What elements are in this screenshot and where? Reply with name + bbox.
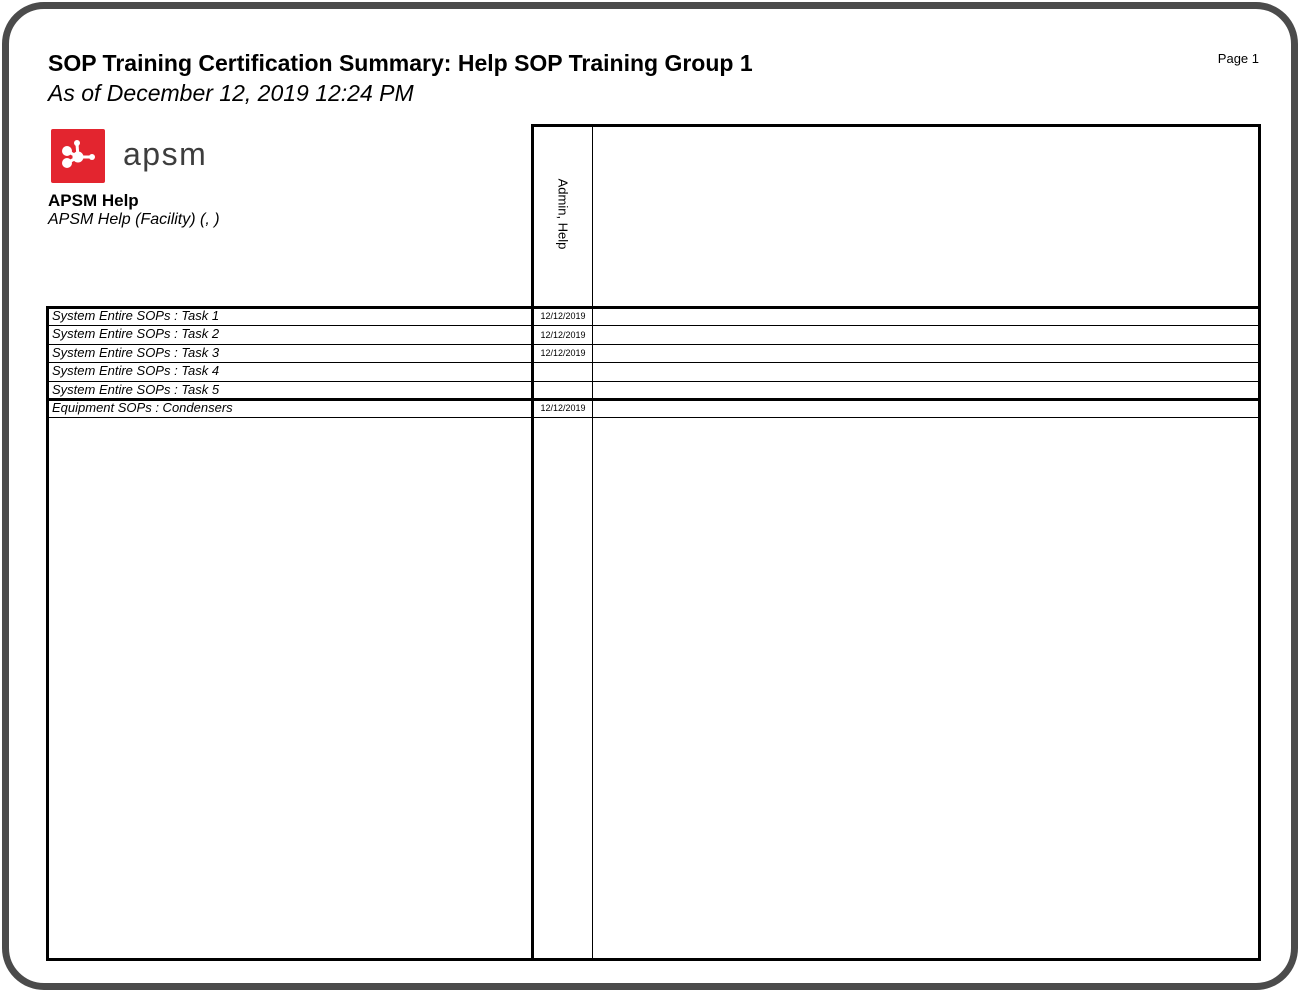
row-date: [534, 363, 592, 381]
facility-name: APSM Help: [48, 191, 139, 210]
apsm-logo-icon: [51, 129, 105, 183]
report-date: As of December 12, 2019 12:24 PM: [48, 80, 414, 106]
grid-line: [592, 127, 593, 959]
row-date: 12/12/2019: [540, 311, 586, 321]
row-label: System Entire SOPs : Task 1: [52, 308, 220, 323]
grid-line: [49, 381, 1258, 382]
row-date: [534, 381, 592, 399]
page-number: Page 1: [1217, 51, 1259, 66]
column-header-label: Admin, Help: [555, 178, 571, 250]
apsm-logo-text: apsm: [123, 136, 208, 172]
row-date: 12/12/2019: [540, 403, 586, 413]
grid-line: [49, 362, 1258, 363]
grid-line: [531, 124, 1261, 127]
row-label: System Entire SOPs : Task 2: [52, 326, 220, 341]
grid-line: [49, 325, 1258, 326]
row-label: System Entire SOPs : Task 3: [52, 345, 220, 360]
grid-line: [49, 344, 1258, 345]
row-label: System Entire SOPs : Task 4: [52, 363, 220, 378]
grid-line: [1258, 124, 1261, 961]
column-header: [534, 128, 592, 306]
row-label: Equipment SOPs : Condensers: [52, 400, 233, 415]
row-label: System Entire SOPs : Task 5: [52, 382, 220, 397]
row-date: 12/12/2019: [540, 348, 586, 358]
row-date: 12/12/2019: [540, 330, 586, 340]
grid-line: [46, 306, 1261, 309]
grid-line: [46, 958, 1261, 961]
report-title: SOP Training Certification Summary: Help SOP Training Group 1: [48, 50, 753, 76]
facility-detail: APSM Help (Facility) (, ): [48, 211, 220, 228]
grid-line: [46, 306, 49, 961]
